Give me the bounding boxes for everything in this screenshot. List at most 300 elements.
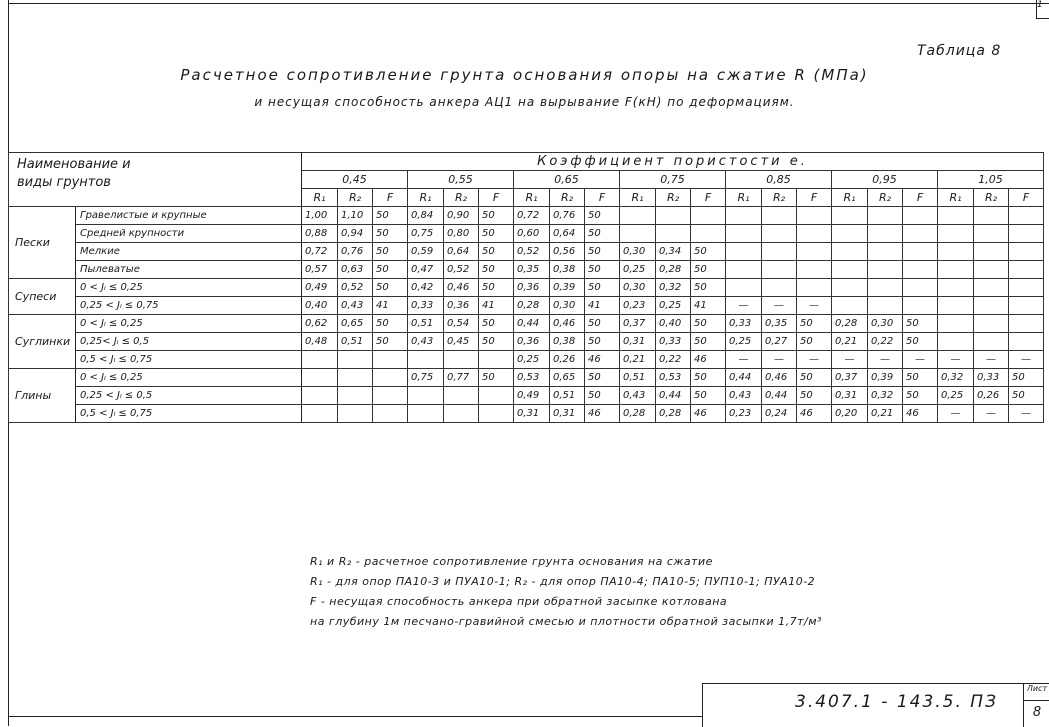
value-cell [832,279,868,297]
value-cell [302,405,338,423]
sheet-label: Лист [1023,684,1049,701]
value-cell: 0,44 [762,387,797,405]
value-cell [302,369,338,387]
soil-category: Супеси [9,279,76,315]
value-cell: 50 [585,261,620,279]
value-cell: 50 [903,369,938,387]
value-cell: 46 [797,405,832,423]
value-cell: 0,88 [302,225,338,243]
value-cell: 0,43 [338,297,373,315]
value-cell: — [726,297,762,315]
value-cell: 0,33 [656,333,691,351]
value-cell: 0,48 [302,333,338,351]
value-cell: 50 [479,243,514,261]
value-cell [974,279,1009,297]
header-r2: R₂ [338,189,373,207]
value-cell [656,225,691,243]
soil-subtype: 0,25 < Jₗ ≤ 0,5 [76,387,302,405]
value-cell: 50 [585,279,620,297]
header-r2: R₂ [550,189,585,207]
value-cell: 0,72 [514,207,550,225]
value-cell: 0,80 [444,225,479,243]
header-r1: R₁ [408,189,444,207]
value-cell: 50 [797,315,832,333]
value-cell: 0,56 [550,243,585,261]
frame-bottom-line [8,716,702,717]
value-cell: 50 [797,387,832,405]
value-cell: 0,42 [408,279,444,297]
frame-top-line [8,3,1049,4]
value-cell: 0,33 [408,297,444,315]
value-cell: 50 [585,387,620,405]
value-cell: 50 [373,279,408,297]
value-cell [938,279,974,297]
value-cell: 0,36 [514,333,550,351]
header-f: F [797,189,832,207]
value-cell: 0,23 [726,405,762,423]
value-cell [338,387,373,405]
soil-resistance-table [8,152,1044,423]
soil-category: Суглинки [9,315,76,369]
value-cell: 50 [373,333,408,351]
value-cell: 0,52 [338,279,373,297]
value-cell [691,207,726,225]
table-row [9,279,1044,297]
header-row-1 [9,153,1044,171]
value-cell: — [726,351,762,369]
note-line-3: F - несущая способность анкера при обратной засыпке котлована [310,595,728,608]
value-cell: 0,84 [408,207,444,225]
value-cell [726,279,762,297]
value-cell: 0,36 [514,279,550,297]
header-f: F [479,189,514,207]
value-cell: 50 [373,207,408,225]
header-f: F [903,189,938,207]
soil-subtype: 0 < Jₗ ≤ 0,25 [76,369,302,387]
value-cell [726,207,762,225]
value-cell: 50 [691,369,726,387]
value-cell: 0,62 [302,315,338,333]
value-cell: 0,28 [832,315,868,333]
header-f: F [585,189,620,207]
corner-page-number: 1 [1036,0,1049,19]
value-cell [479,405,514,423]
value-cell: 0,65 [550,369,585,387]
value-cell [832,225,868,243]
value-cell [868,225,903,243]
value-cell [338,351,373,369]
soil-subtype: Гравелистые и крупные [76,207,302,225]
value-cell [408,387,444,405]
header-r2: R₂ [974,189,1009,207]
value-cell [938,207,974,225]
value-cell: 0,35 [514,261,550,279]
value-cell: 50 [903,315,938,333]
value-cell [797,261,832,279]
value-cell: 46 [691,351,726,369]
value-cell [974,315,1009,333]
value-cell: 41 [479,297,514,315]
value-cell: 0,72 [302,243,338,261]
value-cell [868,279,903,297]
value-cell: 0,94 [338,225,373,243]
header-r1: R₁ [832,189,868,207]
value-cell [302,351,338,369]
value-cell: 0,22 [656,351,691,369]
value-cell: 0,49 [302,279,338,297]
value-cell: 0,39 [868,369,903,387]
value-cell: 0,25 [938,387,974,405]
value-cell: 50 [479,333,514,351]
value-cell: 0,49 [514,387,550,405]
value-cell: 50 [691,279,726,297]
value-cell: 0,21 [868,405,903,423]
value-cell [974,261,1009,279]
value-cell: 0,51 [408,315,444,333]
value-cell: 50 [479,261,514,279]
value-cell: 0,36 [444,297,479,315]
header-f: F [1009,189,1044,207]
value-cell: 50 [691,315,726,333]
coefficient-value: 0,75 [620,171,726,189]
value-cell: 0,46 [550,315,585,333]
soil-subtype: Пылеватые [76,261,302,279]
value-cell [444,405,479,423]
value-cell [762,207,797,225]
value-cell: 0,23 [620,297,656,315]
value-cell [620,207,656,225]
value-cell: — [868,351,903,369]
header-f: F [373,189,408,207]
value-cell: 0,38 [550,261,585,279]
value-cell: — [938,351,974,369]
value-cell: 0,90 [444,207,479,225]
value-cell [868,207,903,225]
value-cell: 0,77 [444,369,479,387]
value-cell: — [1009,405,1044,423]
soil-subtype: 0 < Jₗ ≤ 0,25 [76,315,302,333]
value-cell: 0,35 [762,315,797,333]
soil-category: Пески [9,207,76,279]
value-cell [1009,315,1044,333]
value-cell [479,387,514,405]
value-cell: 0,31 [620,333,656,351]
value-cell [903,225,938,243]
soil-subtype: 0 < Jₗ ≤ 0,25 [76,279,302,297]
value-cell: — [938,405,974,423]
value-cell: 0,75 [408,369,444,387]
value-cell: 50 [691,243,726,261]
value-cell: 0,27 [762,333,797,351]
value-cell: 50 [691,387,726,405]
table-row [9,351,1044,369]
coefficient-value: 0,95 [832,171,938,189]
title-block-stamp [702,683,1049,727]
value-cell: — [1009,351,1044,369]
value-cell [903,207,938,225]
value-cell: 0,30 [620,243,656,261]
value-cell: 0,39 [550,279,585,297]
note-line-2: R₁ - для опор ПА10-3 и ПУА10-1; R₂ - для опор ПА10-4; ПА10-5; ПУП10-1; ПУА10-2 [310,575,816,588]
value-cell: 50 [373,315,408,333]
value-cell [797,225,832,243]
value-cell [1009,297,1044,315]
value-cell: 0,28 [656,405,691,423]
value-cell: 50 [691,333,726,351]
table-row [9,243,1044,261]
value-cell [903,243,938,261]
value-cell [408,351,444,369]
value-cell [832,297,868,315]
table-row [9,405,1044,423]
value-cell [832,261,868,279]
value-cell: 0,22 [868,333,903,351]
value-cell: 41 [373,297,408,315]
header-r2: R₂ [656,189,691,207]
value-cell [373,369,408,387]
value-cell: 0,45 [444,333,479,351]
value-cell: 50 [691,261,726,279]
header-soil-name [9,153,302,207]
value-cell [797,243,832,261]
coefficient-value: 0,45 [302,171,408,189]
value-cell [373,351,408,369]
table-row [9,207,1044,225]
value-cell: — [797,297,832,315]
value-cell [762,279,797,297]
value-cell: 1,10 [338,207,373,225]
value-cell: 0,26 [974,387,1009,405]
soil-subtype: 0,5 < Jₗ ≤ 0,75 [76,405,302,423]
value-cell: 50 [797,333,832,351]
value-cell: — [762,297,797,315]
value-cell [691,225,726,243]
value-cell: 50 [1009,369,1044,387]
value-cell: 50 [373,261,408,279]
value-cell: 0,32 [656,279,691,297]
value-cell: 0,32 [938,369,974,387]
value-cell: 0,26 [550,351,585,369]
value-cell [762,243,797,261]
table-row [9,387,1044,405]
value-cell: 0,46 [444,279,479,297]
value-cell: 41 [691,297,726,315]
value-cell: 0,25 [656,297,691,315]
header-f: F [691,189,726,207]
value-cell: 0,30 [620,279,656,297]
value-cell [373,387,408,405]
value-cell: 0,76 [338,243,373,261]
value-cell [974,333,1009,351]
value-cell [938,297,974,315]
value-cell: 50 [479,207,514,225]
value-cell: 0,52 [444,261,479,279]
header-r1: R₁ [938,189,974,207]
header-name-line2: виды грунтов [17,175,111,190]
value-cell: 0,53 [514,369,550,387]
value-cell: 0,40 [656,315,691,333]
value-cell [832,243,868,261]
value-cell [620,225,656,243]
value-cell: 0,63 [338,261,373,279]
value-cell: 0,54 [444,315,479,333]
value-cell: 0,31 [832,387,868,405]
value-cell [938,225,974,243]
value-cell: 46 [585,405,620,423]
coefficient-value: 1,05 [938,171,1044,189]
value-cell: 46 [585,351,620,369]
value-cell: 0,53 [656,369,691,387]
soil-subtype: 0,5 < Jₗ ≤ 0,75 [76,351,302,369]
value-cell [938,315,974,333]
value-cell [797,279,832,297]
value-cell: 0,43 [726,387,762,405]
value-cell: 46 [691,405,726,423]
value-cell: 50 [585,333,620,351]
soil-subtype: 0,25< Jₗ ≤ 0,5 [76,333,302,351]
value-cell: 0,33 [726,315,762,333]
value-cell: 0,25 [726,333,762,351]
value-cell [868,243,903,261]
coefficient-value: 0,85 [726,171,832,189]
soil-subtype: 0,25 < Jₗ ≤ 0,75 [76,297,302,315]
value-cell [938,261,974,279]
notes-block [310,552,822,632]
value-cell: — [762,351,797,369]
value-cell: 0,20 [832,405,868,423]
value-cell [408,405,444,423]
value-cell [656,207,691,225]
value-cell: 0,44 [656,387,691,405]
value-cell [1009,225,1044,243]
value-cell [1009,333,1044,351]
value-cell: 0,52 [514,243,550,261]
value-cell: 50 [1009,387,1044,405]
value-cell: — [797,351,832,369]
table-title-line1: Расчетное сопротивление грунта основания опоры на сжатие R (МПа) [180,66,869,84]
value-cell: 0,37 [620,315,656,333]
value-cell [938,243,974,261]
value-cell [373,405,408,423]
soil-subtype: Средней крупности [76,225,302,243]
value-cell: 50 [373,243,408,261]
value-cell: 46 [903,405,938,423]
value-cell [302,387,338,405]
value-cell [868,297,903,315]
value-cell: 0,59 [408,243,444,261]
value-cell [338,369,373,387]
table-row [9,297,1044,315]
value-cell: 50 [585,315,620,333]
value-cell: 50 [903,387,938,405]
value-cell: 0,24 [762,405,797,423]
value-cell: 0,21 [832,333,868,351]
value-cell [1009,279,1044,297]
value-cell: 41 [585,297,620,315]
value-cell: 0,65 [338,315,373,333]
value-cell: 50 [585,369,620,387]
header-r2: R₂ [762,189,797,207]
value-cell [444,351,479,369]
value-cell [1009,243,1044,261]
value-cell: 0,44 [726,369,762,387]
value-cell: 0,25 [620,261,656,279]
value-cell [868,261,903,279]
value-cell: 0,28 [620,405,656,423]
coefficient-value: 0,55 [408,171,514,189]
value-cell [974,243,1009,261]
value-cell: 0,46 [762,369,797,387]
value-cell: 0,32 [868,387,903,405]
value-cell: 50 [585,225,620,243]
table-row [9,225,1044,243]
value-cell [762,225,797,243]
value-cell: 0,51 [550,387,585,405]
value-cell: — [832,351,868,369]
value-cell: 0,60 [514,225,550,243]
value-cell: 0,43 [620,387,656,405]
value-cell: 0,40 [302,297,338,315]
table-row [9,333,1044,351]
value-cell: 0,34 [656,243,691,261]
value-cell: 0,64 [550,225,585,243]
header-r1: R₁ [620,189,656,207]
value-cell [726,261,762,279]
value-cell: 50 [903,333,938,351]
header-r2: R₂ [444,189,479,207]
value-cell [974,297,1009,315]
table-row [9,369,1044,387]
header-r2: R₂ [868,189,903,207]
value-cell: 0,47 [408,261,444,279]
value-cell [762,261,797,279]
table-row [9,261,1044,279]
value-cell: 0,37 [832,369,868,387]
value-cell: 0,76 [550,207,585,225]
value-cell: 50 [479,225,514,243]
value-cell [726,225,762,243]
value-cell: — [974,405,1009,423]
value-cell: 0,43 [408,333,444,351]
value-cell: 0,64 [444,243,479,261]
value-cell: 0,30 [550,297,585,315]
value-cell: 0,31 [550,405,585,423]
value-cell [974,207,1009,225]
header-r1: R₁ [302,189,338,207]
table-label: Таблица 8 [917,43,1002,59]
header-r1: R₁ [726,189,762,207]
value-cell: 0,57 [302,261,338,279]
value-cell: — [903,351,938,369]
value-cell: 0,38 [550,333,585,351]
value-cell: 0,51 [338,333,373,351]
value-cell: — [974,351,1009,369]
value-cell: 50 [797,369,832,387]
value-cell: 0,28 [514,297,550,315]
table-row [9,315,1044,333]
value-cell: 50 [479,315,514,333]
header-name-line1: Наименование и [17,157,131,172]
value-cell: 0,75 [408,225,444,243]
value-cell: 0,31 [514,405,550,423]
header-coefficient-title: Коэффициент пористости е. [302,153,1044,171]
value-cell: 0,30 [868,315,903,333]
value-cell: 0,44 [514,315,550,333]
value-cell: 50 [479,279,514,297]
value-cell [903,279,938,297]
header-r1: R₁ [514,189,550,207]
value-cell: 0,28 [656,261,691,279]
